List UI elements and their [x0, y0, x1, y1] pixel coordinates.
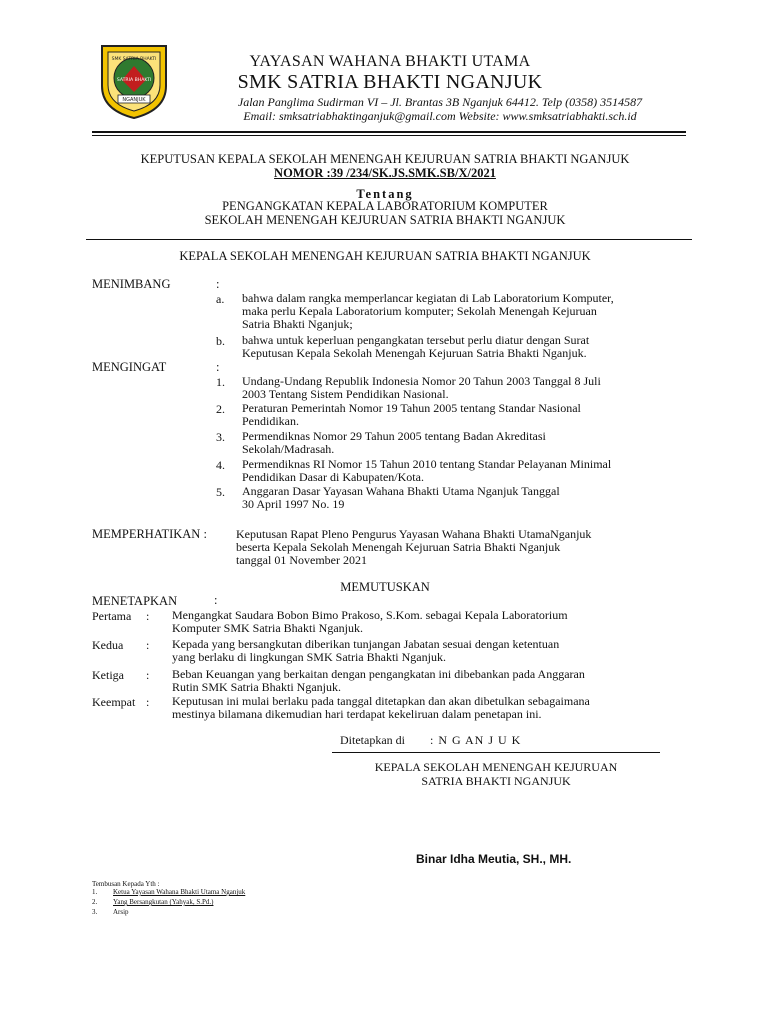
about-label: Tentang	[356, 187, 414, 201]
signer-position-2: SATRIA BHAKTI NGANJUK	[421, 774, 571, 788]
mengingat-mark: 1.	[216, 375, 225, 389]
item-line: 2003 Tentang Sistem Pendidikan Nasional.	[242, 387, 449, 401]
signature-divider	[332, 752, 660, 753]
item-line: Rutin SMK Satria Bhakti Nganjuk.	[172, 680, 341, 694]
menetapkan-colon: :	[214, 593, 218, 607]
decree-title: KEPUTUSAN KEPALA SEKOLAH MENENGAH KEJURUAN SATRIA BHAKTI NGANJUK	[140, 152, 630, 166]
signer-name: Binar Idha Meutia, SH., MH.	[416, 852, 572, 866]
item-line: yang berlaku di lingkungan SMK Satria Bhakti Nganjuk.	[172, 650, 446, 664]
item-line: Undang-Undang Republik Indonesia Nomor 20 Tahun 2003 Tanggal 8 Juli	[242, 374, 601, 388]
item-line: Pendidikan Dasar di Kabupaten/Kota.	[242, 470, 424, 484]
item-line: maka perlu Kepala Laboratorium komputer; Sekolah Menengah Kejuruan	[242, 304, 597, 318]
memperhatikan-text	[236, 528, 678, 567]
memperhatikan-label: MEMPERHATIKAN :	[92, 527, 207, 541]
issuer-heading: KEPALA SEKOLAH MENENGAH KEJURUAN SATRIA BHAKTI NGANJUK	[179, 249, 591, 263]
item-line: Permendiknas Nomor 29 Tahun 2005 tentang Badan Akreditasi	[242, 429, 546, 443]
item-line: Keputusan Rapat Pleno Pengurus Yayasan Wahana Bhakti UtamaNganjuk	[236, 527, 592, 541]
mengingat-item	[242, 458, 676, 484]
decision-colon: :	[146, 668, 150, 682]
school-name: SMK SATRIA BHAKTI NGANJUK	[237, 71, 543, 93]
decision-text	[172, 609, 676, 635]
mengingat-item	[242, 375, 676, 401]
school-contact: Email: smksatriabhaktinganjuk@gmail.com Website: www.smksatriabhakti.sch.id	[243, 109, 637, 123]
signed-at-label: Ditetapkan di	[340, 733, 405, 747]
signer-position-1: KEPALA SEKOLAH MENENGAH KEJURUAN	[374, 760, 618, 774]
logo-band-text: NGANJUK	[122, 97, 146, 103]
item-line: tanggal 01 November 2021	[236, 553, 367, 567]
menimbang-item	[242, 334, 676, 360]
mengingat-mark: 2.	[216, 402, 225, 416]
item-line: 30 April 1997 No. 19	[242, 497, 345, 511]
cc-item: Ketua Yayasan Wahana Bhakti Utama Nganjuk	[113, 888, 246, 896]
school-address: Jalan Panglima Sudirman VI – Jl. Brantas 3B Nganjuk 64412. Telp (0358) 3514587	[237, 95, 643, 109]
decision-colon: :	[146, 695, 150, 709]
cc-item: Yang Bersangkutan (Yahyak, S.Pd.)	[113, 898, 214, 906]
mengingat-label: MENGINGAT	[92, 360, 167, 374]
mengingat-item	[242, 402, 676, 428]
menimbang-colon: :	[216, 277, 220, 291]
cc-mark: 1.	[92, 888, 98, 896]
decision-label: Ketiga	[92, 668, 124, 682]
item-line: Satria Bhakti Nganjuk;	[242, 317, 353, 331]
item-line: Sekolah/Madrasah.	[242, 442, 335, 456]
decision-label: Kedua	[92, 638, 124, 652]
item-line: Anggaran Dasar Yayasan Wahana Bhakti Utama Nganjuk Tanggal	[242, 484, 560, 498]
menimbang-mark: a.	[216, 292, 225, 306]
school-logo	[96, 40, 172, 120]
memutuskan-heading: MEMUTUSKAN	[340, 580, 430, 594]
mengingat-mark: 5.	[216, 485, 225, 499]
letterhead-divider-thin	[92, 135, 686, 136]
mengingat-item	[242, 485, 676, 511]
item-line: Keputusan Kepala Sekolah Menengah Kejuruan Satria Bhakti Nganjuk.	[242, 346, 587, 360]
decision-text	[172, 668, 676, 694]
decision-text	[172, 638, 676, 664]
menimbang-mark: b.	[216, 334, 225, 348]
item-line: Permendiknas RI Nomor 15 Tahun 2010 tentang Standar Pelayanan Minimal	[242, 457, 612, 471]
decree-number	[60, 166, 710, 181]
subject-line-1: PENGANGKATAN KEPALA LABORATORIUM KOMPUTER	[222, 199, 548, 213]
signed-at-value: : N G AN J U K	[430, 733, 522, 747]
title-divider	[86, 239, 692, 240]
item-line: beserta Kepala Sekolah Menengah Kejuruan Satria Bhakti Nganjuk	[236, 540, 561, 554]
item-line: Peraturan Pemerintah Nomor 19 Tahun 2005 tentang Standar Nasional	[242, 401, 581, 415]
item-line: Kepada yang bersangkutan diberikan tunjangan Jabatan sesuai dengan ketentuan	[172, 637, 560, 651]
menimbang-label: MENIMBANG	[92, 277, 171, 291]
cc-mark: 3.	[92, 908, 98, 916]
logo-top-text: SMK SATRIA BHAKTI	[111, 57, 157, 62]
mengingat-mark: 3.	[216, 430, 225, 444]
decision-colon: :	[146, 609, 150, 623]
decision-label: Keempat	[92, 695, 136, 709]
mengingat-item	[242, 430, 676, 456]
cc-title: Tembusan Kepada Yth :	[92, 880, 160, 888]
cc-mark: 2.	[92, 898, 98, 906]
decision-text	[172, 695, 676, 721]
item-line: Mengangkat Saudara Bobon Bimo Prakoso, S.Kom. sebagai Kepala Laboratorium	[172, 608, 568, 622]
menetapkan-label: MENETAPKAN	[92, 594, 178, 608]
item-line: Komputer SMK Satria Bhakti Nganjuk.	[172, 621, 363, 635]
decision-colon: :	[146, 638, 150, 652]
item-line: bahwa untuk keperluan pengangkatan tersebut perlu diatur dengan Surat	[242, 333, 590, 347]
item-line: bahwa dalam rangka memperlancar kegiatan di Lab Laboratorium Komputer,	[242, 291, 614, 305]
item-line: Beban Keuangan yang berkaitan dengan pengangkatan ini dibebankan pada Anggaran	[172, 667, 585, 681]
cc-item: Arsip	[113, 908, 129, 916]
logo-center-text: SATRIA BHAKTI	[116, 78, 152, 83]
foundation-name: YAYASAN WAHANA BHAKTI UTAMA	[249, 53, 531, 70]
subject-line-2: SEKOLAH MENENGAH KEJURUAN SATRIA BHAKTI NGANJUK	[204, 213, 566, 227]
item-line: mestinya bilamana dikemudian hari terdapat kekeliruan dalam penetapan ini.	[172, 707, 542, 721]
item-line: Pendidikan.	[242, 414, 299, 428]
decree-number-text: NOMOR :39 /234/SK.JS.SMK.SB/X/2021	[274, 166, 496, 180]
mengingat-colon: :	[216, 360, 220, 374]
menimbang-item	[242, 292, 676, 331]
item-line: Keputusan ini mulai berlaku pada tanggal ditetapkan dan akan dibetulkan sebagaimana	[172, 694, 590, 708]
letterhead-divider	[92, 131, 686, 133]
decision-label: Pertama	[92, 609, 132, 623]
mengingat-mark: 4.	[216, 458, 225, 472]
